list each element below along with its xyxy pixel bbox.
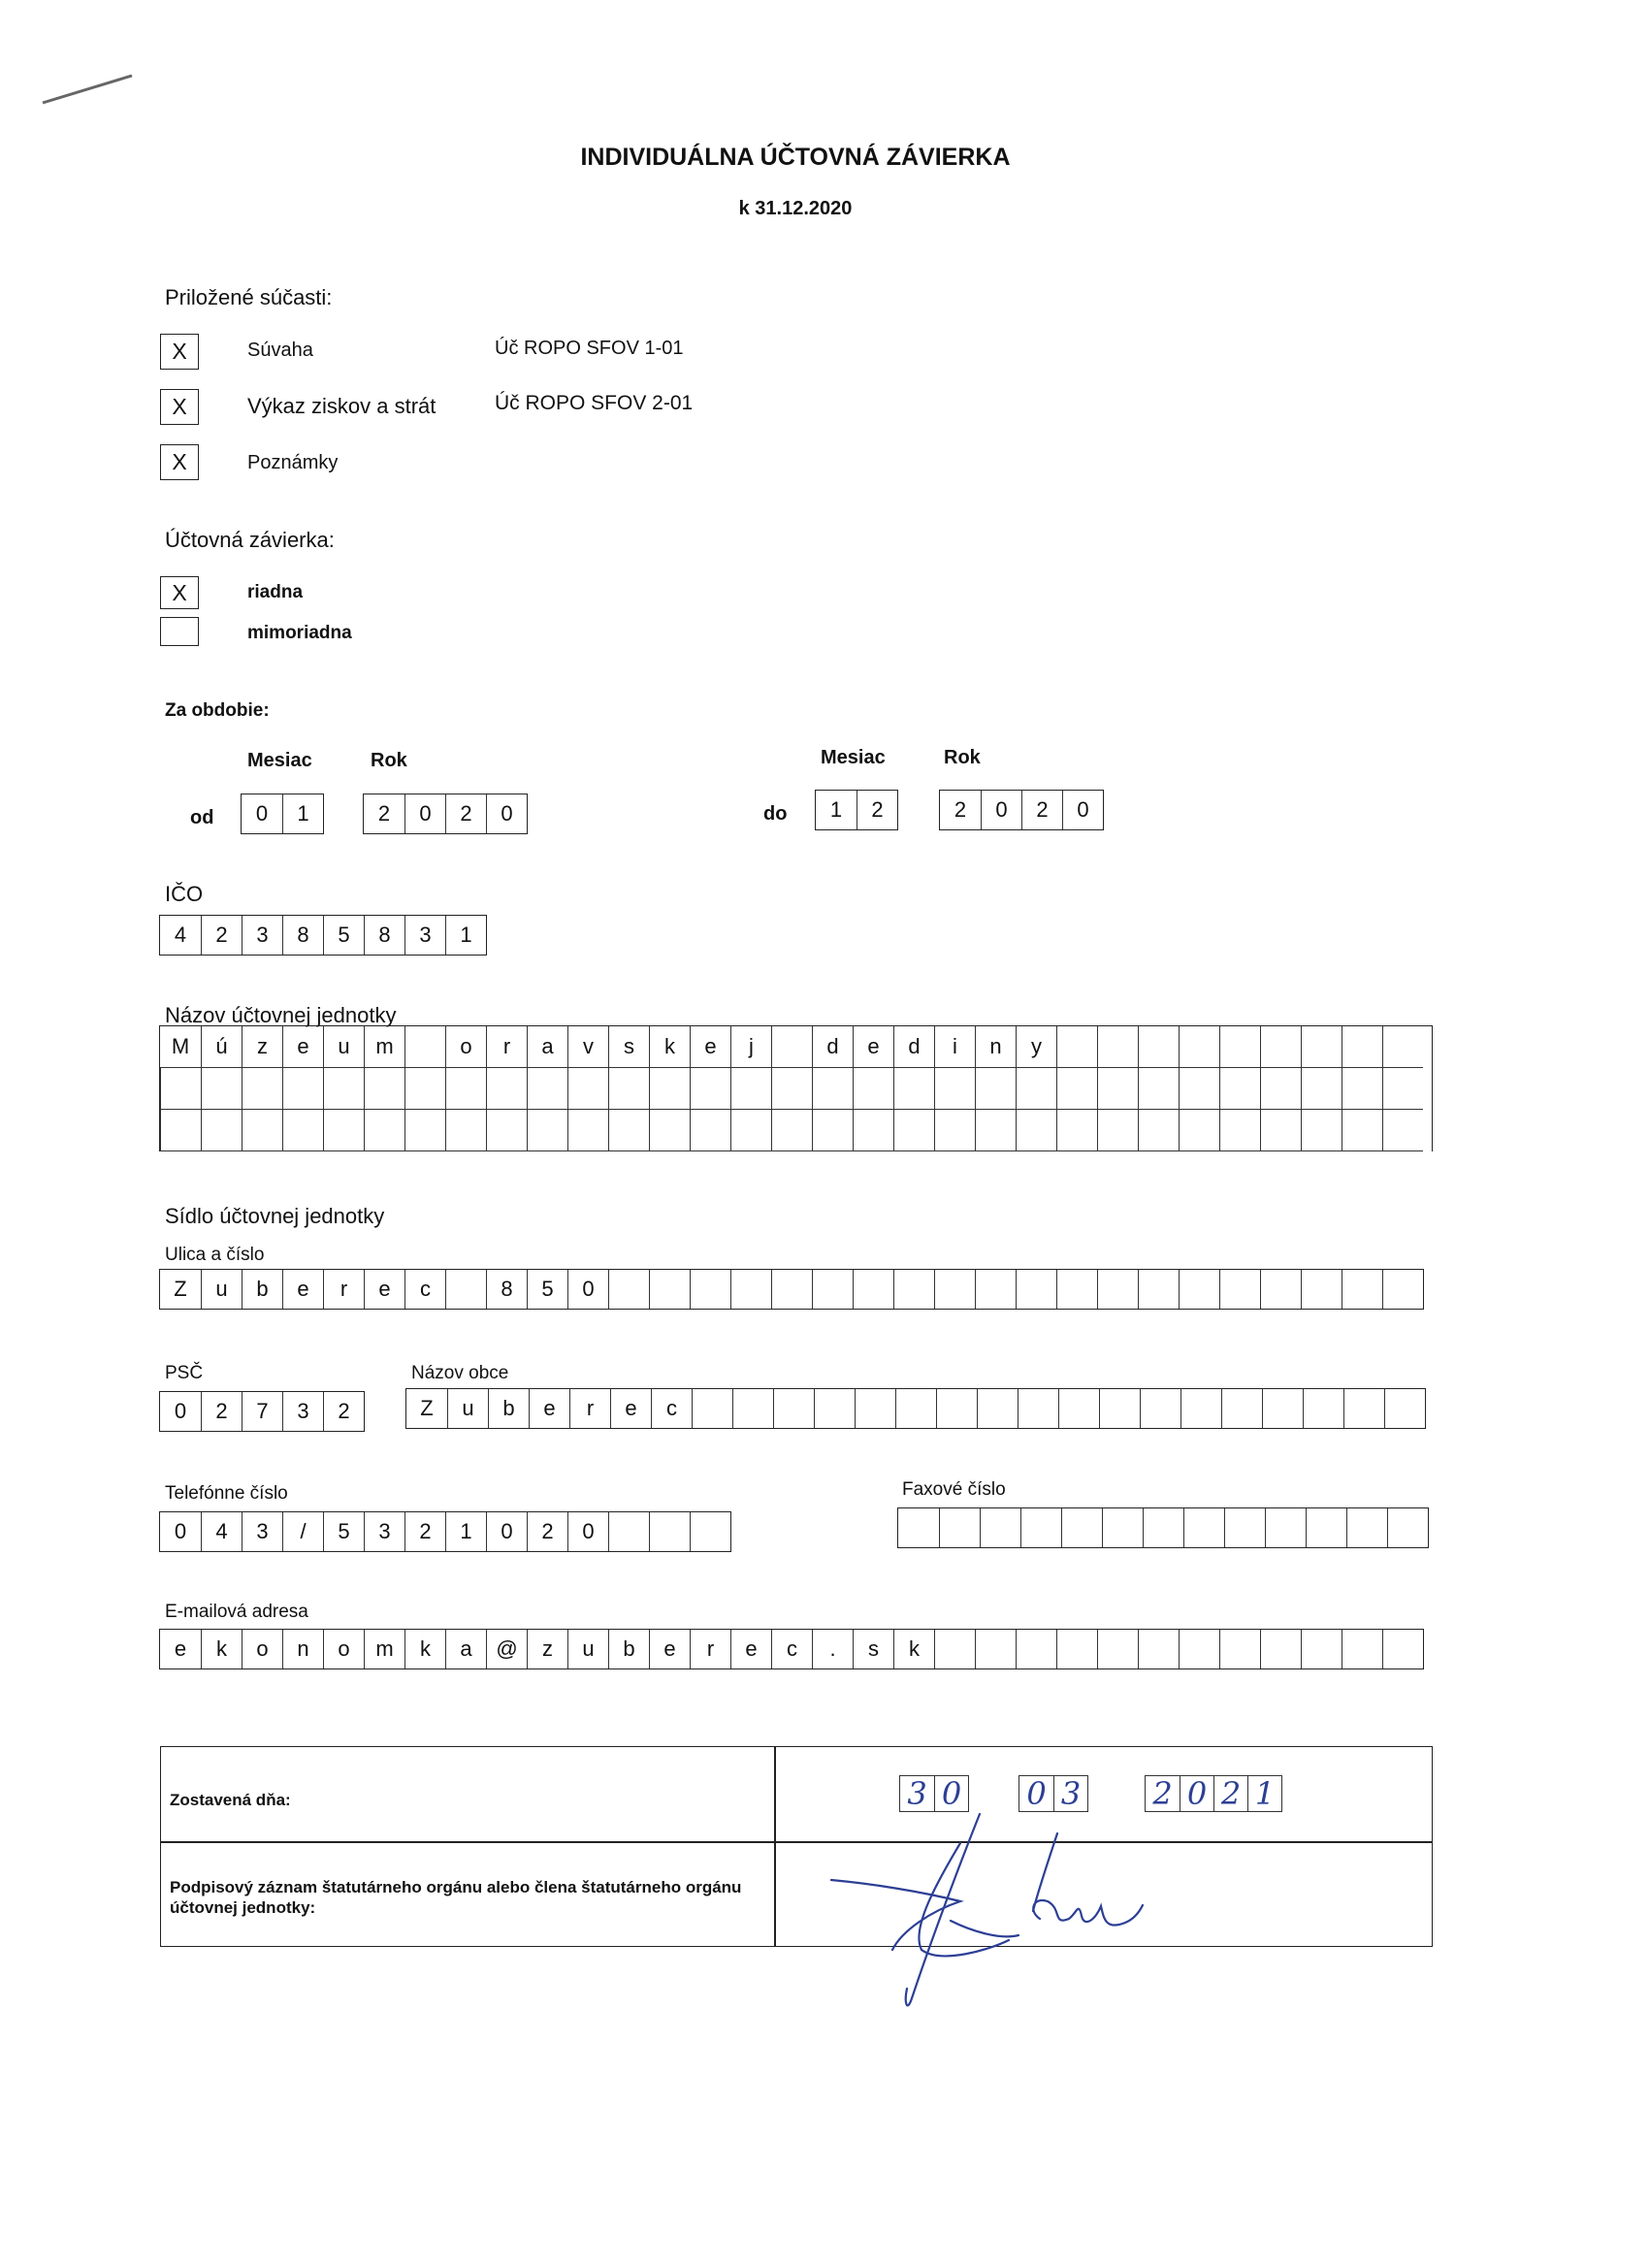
char-cell xyxy=(1301,1270,1342,1309)
char-cell xyxy=(936,1389,977,1428)
char-cell: 3 xyxy=(364,1512,404,1551)
char-cell xyxy=(1265,1508,1306,1547)
char-cell xyxy=(1138,1026,1179,1068)
char-cell xyxy=(1384,1389,1425,1428)
signature-record-label: Podpisový záznam štatutárneho orgánu alebo člena štatutárneho orgánu účtovnej jednotky: xyxy=(170,1878,742,1917)
handwritten-digit: 2 xyxy=(1213,1776,1247,1811)
char-cell xyxy=(1016,1110,1056,1151)
char-cell xyxy=(1179,1630,1219,1669)
char-cell xyxy=(567,1068,608,1110)
char-cell xyxy=(1342,1630,1382,1669)
char-cell xyxy=(1180,1389,1221,1428)
char-cell: r xyxy=(323,1270,364,1309)
char-cell xyxy=(977,1389,1018,1428)
email-field[interactable] xyxy=(159,1629,1424,1669)
from-year-label: Rok xyxy=(371,750,407,771)
char-cell xyxy=(1102,1508,1143,1547)
digit-cell: 2 xyxy=(954,797,967,822)
char-cell: r xyxy=(690,1630,730,1669)
char-cell xyxy=(1221,1389,1262,1428)
char-cell xyxy=(1346,1508,1387,1547)
char-cell xyxy=(1179,1026,1219,1068)
digit-cell: 1 xyxy=(282,794,323,833)
char-cell: Z xyxy=(174,1277,187,1301)
char-cell xyxy=(282,1068,323,1110)
char-cell xyxy=(486,1110,527,1151)
digit-cell: 3 xyxy=(404,916,445,955)
char-cell: k xyxy=(649,1026,690,1068)
char-cell xyxy=(1179,1110,1219,1151)
char-cell: u xyxy=(201,1270,242,1309)
char-cell xyxy=(1219,1026,1260,1068)
from-label: od xyxy=(190,807,214,828)
digit-cell: 0 xyxy=(255,801,269,826)
char-cell xyxy=(1056,1026,1097,1068)
char-cell: a xyxy=(527,1026,567,1068)
char-cell xyxy=(1097,1068,1138,1110)
char-cell xyxy=(527,1110,567,1151)
signature-table-row-divider xyxy=(160,1841,1433,1843)
handwritten-digit: 3 xyxy=(907,1775,927,1812)
attachment-checkbox-vykaz[interactable]: X xyxy=(160,389,199,425)
char-cell xyxy=(242,1068,282,1110)
char-cell xyxy=(1260,1110,1301,1151)
char-cell: 7 xyxy=(242,1392,282,1431)
attachment-checkbox-poznamky[interactable]: X xyxy=(160,444,199,480)
fax-field[interactable] xyxy=(897,1507,1429,1548)
char-cell xyxy=(1056,1068,1097,1110)
char-cell: / xyxy=(282,1512,323,1551)
char-cell xyxy=(567,1110,608,1151)
char-cell xyxy=(690,1068,730,1110)
char-cell: r xyxy=(486,1026,527,1068)
char-cell xyxy=(1056,1630,1097,1669)
char-cell: @ xyxy=(486,1630,527,1669)
char-cell: 0 xyxy=(486,1512,527,1551)
handwritten-digit: 2 xyxy=(1152,1775,1173,1812)
char-cell: n xyxy=(975,1026,1016,1068)
char-cell xyxy=(404,1110,445,1151)
from-year-field[interactable] xyxy=(363,794,528,834)
digit-cell: 8 xyxy=(364,916,404,955)
char-cell xyxy=(364,1110,404,1151)
digit-cell: 2 xyxy=(857,791,897,829)
attachments-heading: Priložené súčasti: xyxy=(165,285,333,309)
to-year-label: Rok xyxy=(944,747,981,768)
char-cell: c xyxy=(651,1389,692,1428)
char-cell xyxy=(1143,1508,1183,1547)
char-cell xyxy=(649,1068,690,1110)
char-cell: k xyxy=(893,1630,934,1669)
char-cell xyxy=(980,1508,1020,1547)
char-cell: z xyxy=(527,1630,567,1669)
char-cell: a xyxy=(445,1630,486,1669)
char-cell xyxy=(1061,1508,1102,1547)
char-cell xyxy=(1342,1110,1382,1151)
compiled-date-label: Zostavená dňa: xyxy=(170,1791,291,1809)
char-cell: y xyxy=(1016,1026,1056,1068)
char-cell xyxy=(608,1270,649,1309)
entity-name-label: Názov účtovnej jednotky xyxy=(165,1003,397,1027)
char-cell xyxy=(730,1068,771,1110)
char-cell xyxy=(1301,1630,1342,1669)
char-cell xyxy=(1056,1270,1097,1309)
char-cell xyxy=(160,1110,201,1151)
char-cell xyxy=(1382,1110,1423,1151)
char-cell xyxy=(649,1110,690,1151)
char-cell: b xyxy=(608,1630,649,1669)
digit-cell: 1 xyxy=(829,797,843,822)
handwritten-digit: 1 xyxy=(1247,1776,1281,1811)
digit-cell: 2 xyxy=(445,794,486,833)
char-cell xyxy=(608,1068,649,1110)
digit-cell: 8 xyxy=(282,916,323,955)
char-cell xyxy=(1382,1270,1423,1309)
digit-cell: 0 xyxy=(981,791,1021,829)
char-cell xyxy=(486,1068,527,1110)
char-cell: 3 xyxy=(282,1392,323,1431)
char-cell xyxy=(771,1068,812,1110)
closing-label-mimoriadna: mimoriadna xyxy=(247,623,352,643)
to-month-field[interactable] xyxy=(815,790,898,830)
char-cell: 5 xyxy=(527,1270,567,1309)
char-cell: e xyxy=(610,1389,651,1428)
char-cell xyxy=(1382,1026,1423,1068)
char-cell: u xyxy=(567,1630,608,1669)
char-cell xyxy=(975,1110,1016,1151)
char-cell xyxy=(1140,1389,1180,1428)
char-cell: s xyxy=(608,1026,649,1068)
char-cell xyxy=(1343,1389,1384,1428)
digit-cell: 2 xyxy=(377,801,391,826)
char-cell xyxy=(1342,1270,1382,1309)
char-cell xyxy=(893,1110,934,1151)
char-cell xyxy=(1016,1270,1056,1309)
char-cell xyxy=(690,1110,730,1151)
char-cell: e xyxy=(174,1636,187,1661)
char-cell xyxy=(771,1026,812,1068)
signature-table-divider xyxy=(774,1746,776,1947)
char-cell: 0 xyxy=(567,1512,608,1551)
char-cell xyxy=(364,1068,404,1110)
closing-type-heading: Účtovná závierka: xyxy=(165,528,335,552)
char-cell xyxy=(975,1630,1016,1669)
char-cell: 5 xyxy=(323,1512,364,1551)
char-cell xyxy=(1097,1270,1138,1309)
char-cell xyxy=(895,1389,936,1428)
attachment-label-poznamky: Poznámky xyxy=(247,452,339,473)
char-cell: m xyxy=(364,1630,404,1669)
char-cell xyxy=(445,1110,486,1151)
char-cell: 2 xyxy=(404,1512,445,1551)
char-cell: s xyxy=(853,1630,893,1669)
char-cell xyxy=(692,1389,732,1428)
handwritten-digit: 0 xyxy=(934,1776,968,1811)
char-cell xyxy=(1138,1068,1179,1110)
char-cell: c xyxy=(771,1630,812,1669)
char-cell: o xyxy=(242,1630,282,1669)
city-label: Názov obce xyxy=(411,1363,509,1383)
char-cell xyxy=(1260,1630,1301,1669)
char-cell xyxy=(1179,1270,1219,1309)
attachment-checkbox-suvaha[interactable]: X xyxy=(160,334,199,370)
char-cell xyxy=(812,1270,853,1309)
closing-label-riadna: riadna xyxy=(247,582,304,602)
char-cell xyxy=(812,1068,853,1110)
char-cell xyxy=(323,1068,364,1110)
char-cell: d xyxy=(893,1026,934,1068)
char-cell: m xyxy=(364,1026,404,1068)
char-cell xyxy=(242,1110,282,1151)
char-cell: ú xyxy=(201,1026,242,1068)
char-cell xyxy=(1183,1508,1224,1547)
char-cell xyxy=(893,1270,934,1309)
char-cell: e xyxy=(690,1026,730,1068)
char-cell xyxy=(975,1068,1016,1110)
city-field[interactable] xyxy=(405,1388,1426,1429)
char-cell xyxy=(1097,1026,1138,1068)
char-cell: j xyxy=(730,1026,771,1068)
char-cell xyxy=(1016,1630,1056,1669)
char-cell: b xyxy=(488,1389,529,1428)
char-cell xyxy=(1058,1389,1099,1428)
char-cell xyxy=(1219,1110,1260,1151)
document-title: INDIVIDUÁLNA ÚČTOVNÁ ZÁVIERKA xyxy=(580,144,1011,171)
char-cell xyxy=(690,1512,730,1551)
char-cell: i xyxy=(934,1026,975,1068)
char-cell: 3 xyxy=(242,1512,282,1551)
char-cell xyxy=(853,1270,893,1309)
char-cell xyxy=(649,1270,690,1309)
char-cell xyxy=(773,1389,814,1428)
char-cell xyxy=(898,1508,939,1547)
pen-mark xyxy=(39,66,146,114)
char-cell: 2 xyxy=(201,1392,242,1431)
char-cell xyxy=(608,1512,649,1551)
char-cell: d xyxy=(812,1026,853,1068)
attachment-code-vykaz: Úč ROPO SFOV 2-01 xyxy=(495,392,694,414)
char-cell xyxy=(201,1110,242,1151)
char-cell xyxy=(649,1512,690,1551)
char-cell xyxy=(1387,1508,1428,1547)
char-cell xyxy=(812,1110,853,1151)
char-cell xyxy=(1020,1508,1061,1547)
char-cell: e xyxy=(730,1630,771,1669)
char-cell xyxy=(730,1270,771,1309)
attachment-label-vykaz: Výkaz ziskov a strát xyxy=(247,394,436,418)
char-cell: e xyxy=(853,1026,893,1068)
street-field[interactable] xyxy=(159,1269,1424,1310)
char-cell: 2 xyxy=(323,1392,364,1431)
char-cell xyxy=(1382,1630,1423,1669)
char-cell xyxy=(855,1389,895,1428)
ico-label: IČO xyxy=(165,882,204,906)
char-cell xyxy=(1382,1068,1423,1110)
char-cell xyxy=(160,1068,201,1110)
phone-field[interactable] xyxy=(159,1511,731,1552)
char-cell xyxy=(771,1110,812,1151)
digit-cell: 2 xyxy=(201,916,242,955)
char-cell xyxy=(1179,1068,1219,1110)
digit-cell: 1 xyxy=(445,916,486,955)
char-cell: u xyxy=(323,1026,364,1068)
attachment-code-suvaha: Úč ROPO SFOV 1-01 xyxy=(495,338,684,359)
closing-checkbox-riadna[interactable]: X xyxy=(160,576,199,609)
char-cell xyxy=(1056,1110,1097,1151)
char-cell xyxy=(1301,1068,1342,1110)
char-cell xyxy=(730,1110,771,1151)
char-cell: o xyxy=(445,1026,486,1068)
char-cell xyxy=(1342,1068,1382,1110)
char-cell xyxy=(1016,1068,1056,1110)
char-cell: e xyxy=(649,1630,690,1669)
to-month-label: Mesiac xyxy=(821,747,886,768)
to-label: do xyxy=(763,803,788,825)
char-cell xyxy=(404,1068,445,1110)
char-cell xyxy=(1219,1270,1260,1309)
char-cell: r xyxy=(569,1389,610,1428)
char-cell: M xyxy=(160,1026,201,1068)
char-cell xyxy=(771,1270,812,1309)
char-cell: b xyxy=(242,1270,282,1309)
char-cell xyxy=(1018,1389,1058,1428)
char-cell xyxy=(1138,1110,1179,1151)
char-cell xyxy=(1099,1389,1140,1428)
psc-field[interactable] xyxy=(159,1391,365,1432)
char-cell: 0 xyxy=(174,1519,187,1543)
char-cell xyxy=(527,1068,567,1110)
char-cell xyxy=(1301,1026,1342,1068)
char-cell xyxy=(323,1110,364,1151)
char-cell xyxy=(732,1389,773,1428)
handwritten-digit: 0 xyxy=(1026,1775,1047,1812)
char-cell xyxy=(445,1270,486,1309)
ico-field[interactable] xyxy=(159,915,487,956)
digit-cell: 5 xyxy=(323,916,364,955)
char-cell: 1 xyxy=(445,1512,486,1551)
char-cell xyxy=(934,1068,975,1110)
char-cell xyxy=(1260,1068,1301,1110)
char-cell: e xyxy=(282,1270,323,1309)
char-cell xyxy=(934,1110,975,1151)
char-cell xyxy=(1138,1270,1179,1309)
char-cell xyxy=(201,1068,242,1110)
digit-cell: 0 xyxy=(404,794,445,833)
char-cell xyxy=(1306,1508,1346,1547)
from-month-label: Mesiac xyxy=(247,750,312,771)
handwritten-signature xyxy=(815,1804,1203,2018)
char-cell xyxy=(1260,1026,1301,1068)
email-label: E-mailová adresa xyxy=(165,1602,308,1622)
char-cell xyxy=(853,1110,893,1151)
char-cell: 0 xyxy=(567,1270,608,1309)
char-cell xyxy=(975,1270,1016,1309)
psc-label: PSČ xyxy=(165,1363,204,1383)
char-cell: e xyxy=(282,1026,323,1068)
char-cell: k xyxy=(404,1630,445,1669)
char-cell xyxy=(608,1110,649,1151)
char-cell: . xyxy=(812,1630,853,1669)
digit-cell: 4 xyxy=(174,923,187,947)
period-heading: Za obdobie: xyxy=(165,700,270,721)
handwritten-digit: 3 xyxy=(1053,1776,1087,1811)
char-cell xyxy=(1219,1630,1260,1669)
char-cell xyxy=(1219,1068,1260,1110)
char-cell xyxy=(1260,1270,1301,1309)
attachment-label-suvaha: Súvaha xyxy=(247,340,313,361)
char-cell: 4 xyxy=(201,1512,242,1551)
char-cell: 0 xyxy=(174,1399,187,1423)
char-cell: e xyxy=(529,1389,569,1428)
char-cell xyxy=(814,1389,855,1428)
char-cell: u xyxy=(447,1389,488,1428)
char-cell xyxy=(934,1270,975,1309)
char-cell xyxy=(1097,1630,1138,1669)
char-cell xyxy=(445,1068,486,1110)
digit-cell: 2 xyxy=(1021,791,1062,829)
phone-label: Telefónne číslo xyxy=(165,1483,288,1504)
char-cell: k xyxy=(201,1630,242,1669)
document-date: k 31.12.2020 xyxy=(738,198,853,219)
char-cell xyxy=(690,1270,730,1309)
char-cell: 8 xyxy=(486,1270,527,1309)
char-cell: o xyxy=(323,1630,364,1669)
char-cell: v xyxy=(567,1026,608,1068)
char-cell xyxy=(1097,1110,1138,1151)
digit-cell: 0 xyxy=(1062,791,1103,829)
char-cell xyxy=(939,1508,980,1547)
digit-cell: 3 xyxy=(242,916,282,955)
char-cell: n xyxy=(282,1630,323,1669)
char-cell xyxy=(893,1068,934,1110)
char-cell xyxy=(1224,1508,1265,1547)
char-cell xyxy=(404,1026,445,1068)
char-cell: 2 xyxy=(527,1512,567,1551)
digit-cell: 0 xyxy=(486,794,527,833)
char-cell xyxy=(1138,1630,1179,1669)
to-year-field[interactable] xyxy=(939,790,1104,830)
entity-name-field[interactable] xyxy=(159,1025,1433,1151)
from-month-field[interactable] xyxy=(241,794,324,834)
char-cell: z xyxy=(242,1026,282,1068)
char-cell: Z xyxy=(420,1396,434,1420)
char-cell xyxy=(282,1110,323,1151)
char-cell: e xyxy=(364,1270,404,1309)
fax-label: Faxové číslo xyxy=(902,1479,1006,1500)
street-label: Ulica a číslo xyxy=(165,1245,265,1265)
char-cell xyxy=(1301,1110,1342,1151)
closing-checkbox-mimoriadna[interactable] xyxy=(160,617,199,646)
char-cell xyxy=(934,1630,975,1669)
char-cell xyxy=(1342,1026,1382,1068)
char-cell xyxy=(1303,1389,1343,1428)
char-cell: c xyxy=(404,1270,445,1309)
seat-label: Sídlo účtovnej jednotky xyxy=(165,1204,385,1228)
char-cell xyxy=(1262,1389,1303,1428)
char-cell xyxy=(853,1068,893,1110)
handwritten-digit: 0 xyxy=(1180,1776,1213,1811)
